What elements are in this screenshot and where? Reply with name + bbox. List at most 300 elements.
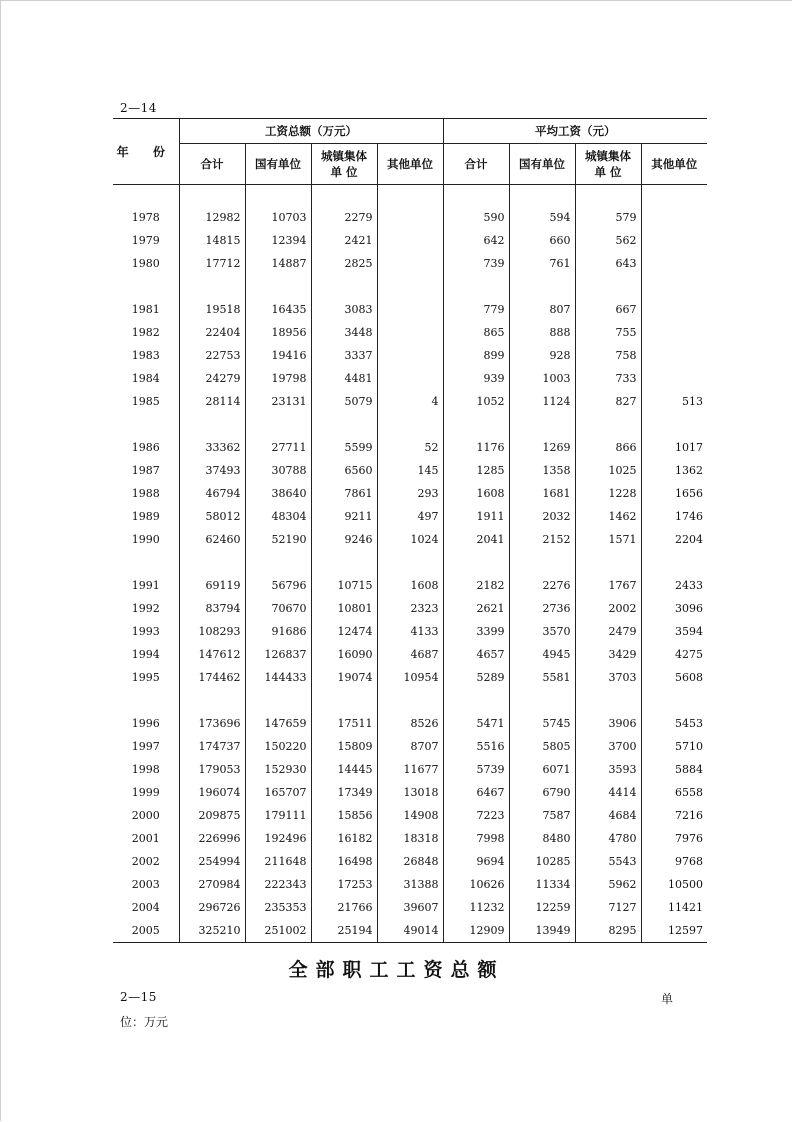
cell-average-total: 1285 [443,459,509,482]
cell-total-wages-total: 296726 [179,896,245,919]
cell-total-wages-total: 37493 [179,459,245,482]
cell-total-wages-total: 14815 [179,229,245,252]
next-table-code: 2—15 [120,990,157,1004]
cell-total-wages-total: 174737 [179,735,245,758]
col-average-collective: 城镇集体 单 位 [575,144,641,185]
cell-average-collective: 827 [575,390,641,413]
cell-total-wages-state: 251002 [245,919,311,943]
cell-total-wages-collective: 17349 [311,781,377,804]
cell-average-state: 2032 [509,505,575,528]
cell-average-total: 5739 [443,758,509,781]
table-row [113,252,707,275]
cell-year: 1998 [131,763,160,776]
table-row [113,758,707,781]
cell-total-wages-total: 174462 [179,666,245,689]
cell-average-state: 3570 [509,620,575,643]
cell-average-total: 10626 [443,873,509,896]
cell-average-collective: 5543 [575,850,641,873]
cell-total-wages-collective: 21766 [311,896,377,919]
cell-average-state: 5745 [509,712,575,735]
cell-total-wages-total: 22753 [179,344,245,367]
cell-year: 1978 [131,211,160,224]
cell-total-wages-collective: 2421 [311,229,377,252]
table-body [113,185,707,943]
table-row [113,896,707,919]
cell-total-wages-state: 126837 [245,643,311,666]
cell-total-wages-state: 91686 [245,620,311,643]
cell-average-other: 1746 [641,505,707,528]
cell-total-wages-state: 150220 [245,735,311,758]
cell-average-other: 513 [641,390,707,413]
cell-total-wages-collective: 2825 [311,252,377,275]
cell-average-collective: 667 [575,298,641,321]
cell-total-wages-collective: 2279 [311,206,377,229]
cell-total-wages-collective: 5079 [311,390,377,413]
cell-average-other: 4275 [641,643,707,666]
cell-total-wages-collective: 10715 [311,574,377,597]
cell-total-wages-other: 293 [377,482,443,505]
cell-total-wages-total: 196074 [179,781,245,804]
cell-average-state: 5805 [509,735,575,758]
cell-average-other: 10500 [641,873,707,896]
col-average-state: 国有单位 [509,144,575,185]
cell-average-collective: 4684 [575,804,641,827]
cell-average-total: 865 [443,321,509,344]
cell-total-wages-other: 8526 [377,712,443,735]
spacer-row [113,185,707,207]
cell-average-collective: 7127 [575,896,641,919]
cell-average-total: 11232 [443,896,509,919]
cell-total-wages-state: 192496 [245,827,311,850]
cell-total-wages-collective: 5599 [311,436,377,459]
cell-total-wages-state: 38640 [245,482,311,505]
cell-year: 1999 [131,786,160,799]
cell-average-collective: 733 [575,367,641,390]
cell-average-collective: 579 [575,206,641,229]
cell-average-total: 9694 [443,850,509,873]
spacer-row [113,689,707,712]
table-row [113,344,707,367]
cell-total-wages-other: 52 [377,436,443,459]
table-row [113,735,707,758]
cell-year: 1992 [131,602,160,615]
cell-average-state: 1358 [509,459,575,482]
cell-average-total: 739 [443,252,509,275]
cell-average-other: 1017 [641,436,707,459]
cell-total-wages-other: 26848 [377,850,443,873]
cell-year: 1986 [131,441,160,454]
cell-average-total: 1176 [443,436,509,459]
cell-total-wages-state: 147659 [245,712,311,735]
cell-average-other: 9768 [641,850,707,873]
cell-average-collective: 1571 [575,528,641,551]
cell-total-wages-state: 48304 [245,505,311,528]
cell-total-wages-total: 173696 [179,712,245,735]
total-wages-group-header: 工资总额（万元） [179,119,443,144]
table-row [113,459,707,482]
cell-year: 1985 [131,395,160,408]
cell-average-other [641,344,707,367]
table-row [113,620,707,643]
cell-average-collective: 8295 [575,919,641,943]
cell-average-state: 2736 [509,597,575,620]
cell-total-wages-total: 147612 [179,643,245,666]
cell-total-wages-state: 27711 [245,436,311,459]
cell-total-wages-collective: 3448 [311,321,377,344]
cell-year: 1984 [131,372,160,385]
cell-total-wages-other: 18318 [377,827,443,850]
cell-average-state: 807 [509,298,575,321]
cell-total-wages-state: 52190 [245,528,311,551]
cell-total-wages-state: 10703 [245,206,311,229]
cell-average-other: 2204 [641,528,707,551]
cell-total-wages-collective: 6560 [311,459,377,482]
cell-total-wages-total: 108293 [179,620,245,643]
cell-average-collective: 1767 [575,574,641,597]
table-row [113,666,707,689]
cell-year: 1990 [131,533,160,546]
cell-total-wages-other: 2323 [377,597,443,620]
table-row [113,574,707,597]
cell-average-state: 1003 [509,367,575,390]
cell-total-wages-total: 12982 [179,206,245,229]
cell-year: 1982 [131,326,160,339]
cell-total-wages-state: 19798 [245,367,311,390]
cell-total-wages-state: 144433 [245,666,311,689]
cell-year: 1987 [131,464,160,477]
cell-year: 1996 [131,717,160,730]
cell-average-collective: 1025 [575,459,641,482]
cell-total-wages-total: 24279 [179,367,245,390]
cell-total-wages-other [377,321,443,344]
table-row [113,390,707,413]
table-row [113,850,707,873]
cell-average-state: 10285 [509,850,575,873]
cell-average-total: 4657 [443,643,509,666]
col-total-wages-total: 合计 [179,144,245,185]
cell-total-wages-other [377,206,443,229]
cell-average-total: 939 [443,367,509,390]
cell-average-collective: 1462 [575,505,641,528]
table-row [113,804,707,827]
cell-year: 2005 [113,919,179,943]
cell-total-wages-collective: 16182 [311,827,377,850]
cell-average-state: 6790 [509,781,575,804]
table-row [113,643,707,666]
cell-total-wages-state: 179111 [245,804,311,827]
cell-average-other [641,321,707,344]
cell-total-wages-state: 211648 [245,850,311,873]
cell-year: 1979 [131,234,160,247]
cell-average-total: 12909 [443,919,509,943]
cell-year: 1983 [131,349,160,362]
cell-total-wages-collective: 9211 [311,505,377,528]
cell-total-wages-collective: 17511 [311,712,377,735]
cell-year: 2001 [131,832,160,845]
cell-average-collective: 2479 [575,620,641,643]
cell-year: 1989 [131,510,160,523]
cell-total-wages-collective: 10801 [311,597,377,620]
cell-average-other: 3594 [641,620,707,643]
cell-total-wages-other: 31388 [377,873,443,896]
cell-average-collective: 3700 [575,735,641,758]
cell-total-wages-total: 270984 [179,873,245,896]
table-row [113,321,707,344]
cell-total-wages-state: 23131 [245,390,311,413]
cell-year: 1994 [131,648,160,661]
cell-total-wages-state: 56796 [245,574,311,597]
col-average-other: 其他单位 [641,144,707,185]
table-row [113,298,707,321]
cell-average-total: 642 [443,229,509,252]
col-average-total: 合计 [443,144,509,185]
cell-average-collective: 3906 [575,712,641,735]
spacer-row [113,551,707,574]
cell-year: 2003 [131,878,160,891]
cell-average-state: 594 [509,206,575,229]
cell-year: 1997 [131,740,160,753]
spacer-row [113,413,707,436]
cell-average-total: 1911 [443,505,509,528]
cell-average-other: 1656 [641,482,707,505]
year-header: 年 份 [113,119,179,185]
cell-average-state: 8480 [509,827,575,850]
cell-average-total: 7223 [443,804,509,827]
cell-total-wages-collective: 16498 [311,850,377,873]
cell-total-wages-other [377,367,443,390]
table-row [113,827,707,850]
cell-average-other: 7216 [641,804,707,827]
table-row [113,367,707,390]
cell-total-wages-total: 226996 [179,827,245,850]
cell-total-wages-state: 70670 [245,597,311,620]
table-row [113,919,707,943]
cell-average-other: 3096 [641,597,707,620]
cell-total-wages-state: 19416 [245,344,311,367]
cell-total-wages-total: 28114 [179,390,245,413]
cell-average-state: 7587 [509,804,575,827]
table-code: 2—14 [120,101,157,115]
cell-average-other: 2433 [641,574,707,597]
cell-total-wages-other [377,298,443,321]
cell-average-state: 888 [509,321,575,344]
cell-total-wages-collective: 12474 [311,620,377,643]
cell-average-collective: 562 [575,229,641,252]
cell-year: 2002 [131,855,160,868]
cell-total-wages-other: 1024 [377,528,443,551]
cell-average-collective: 755 [575,321,641,344]
cell-average-other: 6558 [641,781,707,804]
col-total-wages-other: 其他单位 [377,144,443,185]
cell-average-total: 1052 [443,390,509,413]
cell-total-wages-total: 58012 [179,505,245,528]
table-row [113,528,707,551]
cell-average-other: 12597 [641,919,707,943]
cell-year: 2004 [131,901,160,914]
cell-average-collective: 866 [575,436,641,459]
cell-total-wages-collective: 25194 [311,919,377,943]
cell-total-wages-total: 46794 [179,482,245,505]
cell-total-wages-total: 69119 [179,574,245,597]
next-table-title: 全部职工工资总额 [288,959,505,981]
cell-average-other [641,252,707,275]
cell-total-wages-other: 14908 [377,804,443,827]
cell-year: 1995 [131,671,160,684]
cell-total-wages-collective: 15856 [311,804,377,827]
cell-average-other: 11421 [641,896,707,919]
cell-average-state: 1681 [509,482,575,505]
cell-total-wages-other: 8707 [377,735,443,758]
table-row [113,229,707,252]
cell-average-other: 5710 [641,735,707,758]
cell-average-collective: 643 [575,252,641,275]
cell-average-total: 2182 [443,574,509,597]
wage-table [113,118,707,943]
cell-average-state: 2152 [509,528,575,551]
cell-average-collective: 758 [575,344,641,367]
cell-year: 1988 [131,487,160,500]
cell-average-state: 12259 [509,896,575,919]
cell-average-collective: 5962 [575,873,641,896]
cell-average-collective: 3703 [575,666,641,689]
table-row [113,482,707,505]
cell-average-state: 1124 [509,390,575,413]
cell-average-collective: 1228 [575,482,641,505]
cell-total-wages-collective: 3337 [311,344,377,367]
cell-average-total: 5471 [443,712,509,735]
cell-total-wages-other [377,344,443,367]
unit-label-part1: 单 [661,992,674,1006]
cell-total-wages-total: 22404 [179,321,245,344]
cell-total-wages-total: 254994 [179,850,245,873]
cell-total-wages-other: 11677 [377,758,443,781]
cell-total-wages-state: 12394 [245,229,311,252]
cell-year: 1991 [131,579,160,592]
table-row [113,712,707,735]
cell-total-wages-total: 209875 [179,804,245,827]
cell-total-wages-collective: 16090 [311,643,377,666]
cell-total-wages-state: 18956 [245,321,311,344]
cell-year: 1981 [131,303,160,316]
cell-average-other: 5608 [641,666,707,689]
col-total-wages-state: 国有单位 [245,144,311,185]
table-row [113,781,707,804]
table-row [113,505,707,528]
cell-total-wages-collective: 14445 [311,758,377,781]
cell-average-state: 11334 [509,873,575,896]
cell-average-other [641,229,707,252]
cell-total-wages-total: 19518 [179,298,245,321]
cell-average-state: 5581 [509,666,575,689]
cell-average-total: 5289 [443,666,509,689]
cell-total-wages-total: 17712 [179,252,245,275]
cell-total-wages-other: 4687 [377,643,443,666]
table-row [113,436,707,459]
cell-total-wages-other [377,252,443,275]
cell-total-wages-total: 179053 [179,758,245,781]
cell-total-wages-state: 16435 [245,298,311,321]
cell-average-total: 6467 [443,781,509,804]
col-total-wages-collective: 城镇集体 单 位 [311,144,377,185]
cell-total-wages-other: 497 [377,505,443,528]
cell-total-wages-total: 325210 [179,919,245,943]
cell-average-state: 928 [509,344,575,367]
cell-average-state: 761 [509,252,575,275]
cell-average-total: 1608 [443,482,509,505]
cell-average-other: 1362 [641,459,707,482]
cell-total-wages-total: 33362 [179,436,245,459]
cell-average-total: 2041 [443,528,509,551]
cell-average-state: 4945 [509,643,575,666]
cell-total-wages-collective: 3083 [311,298,377,321]
cell-average-total: 779 [443,298,509,321]
cell-average-total: 7998 [443,827,509,850]
cell-total-wages-collective: 9246 [311,528,377,551]
table-row [113,873,707,896]
cell-average-state: 2276 [509,574,575,597]
cell-average-state: 13949 [509,919,575,943]
cell-average-other [641,367,707,390]
cell-total-wages-state: 30788 [245,459,311,482]
cell-average-total: 3399 [443,620,509,643]
cell-total-wages-other: 13018 [377,781,443,804]
cell-average-total: 590 [443,206,509,229]
cell-average-other: 5884 [641,758,707,781]
cell-total-wages-collective: 4481 [311,367,377,390]
table-row [113,206,707,229]
cell-total-wages-collective: 15809 [311,735,377,758]
cell-total-wages-total: 83794 [179,597,245,620]
cell-average-state: 6071 [509,758,575,781]
cell-average-other: 7976 [641,827,707,850]
cell-total-wages-state: 14887 [245,252,311,275]
cell-average-collective: 3429 [575,643,641,666]
cell-year: 1980 [131,257,160,270]
unit-label-part2: 位：万元 [120,1015,169,1029]
cell-average-total: 5516 [443,735,509,758]
cell-total-wages-other: 145 [377,459,443,482]
cell-total-wages-collective: 17253 [311,873,377,896]
cell-average-total: 899 [443,344,509,367]
cell-total-wages-other: 49014 [377,919,443,943]
spacer-row [113,275,707,298]
cell-average-other: 5453 [641,712,707,735]
cell-average-state: 1269 [509,436,575,459]
cell-total-wages-state: 152930 [245,758,311,781]
cell-total-wages-other: 4 [377,390,443,413]
cell-total-wages-state: 165707 [245,781,311,804]
cell-average-other [641,206,707,229]
cell-total-wages-other: 1608 [377,574,443,597]
cell-year: 1993 [131,625,160,638]
cell-average-collective: 2002 [575,597,641,620]
cell-average-total: 2621 [443,597,509,620]
cell-total-wages-other: 10954 [377,666,443,689]
cell-average-collective: 4414 [575,781,641,804]
cell-total-wages-other: 4133 [377,620,443,643]
cell-total-wages-state: 235353 [245,896,311,919]
cell-total-wages-collective: 19074 [311,666,377,689]
average-wage-group-header: 平均工资（元） [443,119,707,144]
cell-total-wages-other: 39607 [377,896,443,919]
cell-average-state: 660 [509,229,575,252]
cell-total-wages-state: 222343 [245,873,311,896]
cell-total-wages-other [377,229,443,252]
cell-average-other [641,298,707,321]
cell-average-collective: 4780 [575,827,641,850]
table-row [113,597,707,620]
cell-year: 2000 [131,809,160,822]
